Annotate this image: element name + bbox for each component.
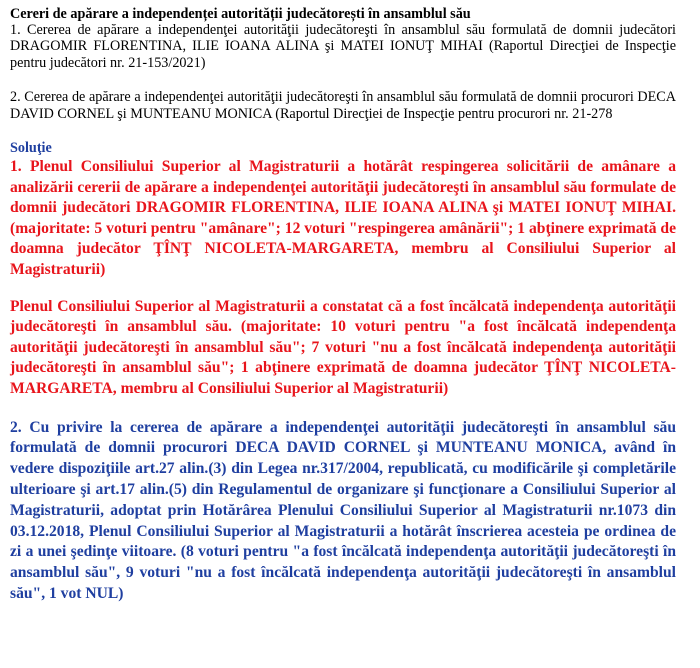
request-2: 2. Cererea de apărare a independenţei autorităţii judecătoreşti în ansamblul său formulată de domnii procurori DECA DAVID CORNEL şi MUNTEANU MONICA (Raportul Direcţiei de Inspecţie pentru procurori nr. 21-278: [10, 89, 676, 122]
document-page: [10, 6, 676, 605]
section-heading: Cereri de apărare a independenței autorității judecătorești în ansamblul său: [10, 6, 471, 22]
solution-1-finding-paragraph: Plenul Consiliului Superior al Magistraturii a constatat că a fost încălcată independenţa autorităţii judecătoreşti în ansamblul său. (majoritate: 10 voturi pentru "a fost încălcată independenţa autorităţii judecătoreşti în ansamblul său"; 7 voturi "nu a fost încălcată independenţa autorităţii judecătoreşti în ansamblul său"; 1 abţinere exprimată de doamna judecător ŢÎNŢ NICOLETA-MARGARETA, membru al Consiliului Superior al Magistraturii): [10, 297, 676, 397]
request-1: 1. Cererea de apărare a independenţei autorităţii judecătoreşti în ansamblul său formulată de domnii judecători DRAGOMIR FLORENTINA, ILIE IOANA ALINA şi MATEI IONUŢ MIHAI (Raportul Direcţiei de Inspecţie pentru judecători nr. 21-153/2021): [10, 22, 676, 71]
solution-2-paragraph: 2. Cu privire la cererea de apărare a independenţei autorităţii judecătoreşti în ansamblul său formulată de domnii procurori DECA DAVID CORNEL şi MUNTEANU MONICA, având în vedere dispoziţiile art.27 alin.(3) din Legea nr.317/2004, republicată, cu modificările şi completările ulterioare şi art.17 alin.(5) din Regulamentul de organizare şi funcţionare a Consiliului Superior al Magistraturii, adoptat prin Hotărârea Plenului Consiliului Superior al Magistraturii nr.1073 din 03.12.2018, Plenul Consiliului Superior al Magistraturii a hotărât înscrierea acesteia pe ordinea de zi a unei şedinţe viitoare. (8 voturi pentru "a fost încălcată independenţa autorităţii judecătoreşti în ansamblul său", 9 voturi "nu a fost încălcată independenţa autorităţii judecătoreşti în ansamblul său", 1 vot NUL): [10, 418, 676, 602]
solution-title: Soluţie: [10, 140, 52, 157]
solution-1-paragraph: 1. Plenul Consiliului Superior al Magistraturii a hotărât respingerea solicitării de amânare a analizării cererii de apărare a independenţei autorităţii judecătoreşti în ansamblul său formulate de domnii judecători DRAGOMIR FLORENTINA, ILIE IOANA ALINA şi MATEI IONUŢ MIHAI. (majoritate: 5 voturi pentru "amânare"; 12 voturi "respingerea amânării"; 1 abţinere exprimată de doamna judecător ŢÎNŢ NICOLETA-MARGARETA, membru al Consiliului Superior al Magistraturii): [10, 158, 676, 278]
